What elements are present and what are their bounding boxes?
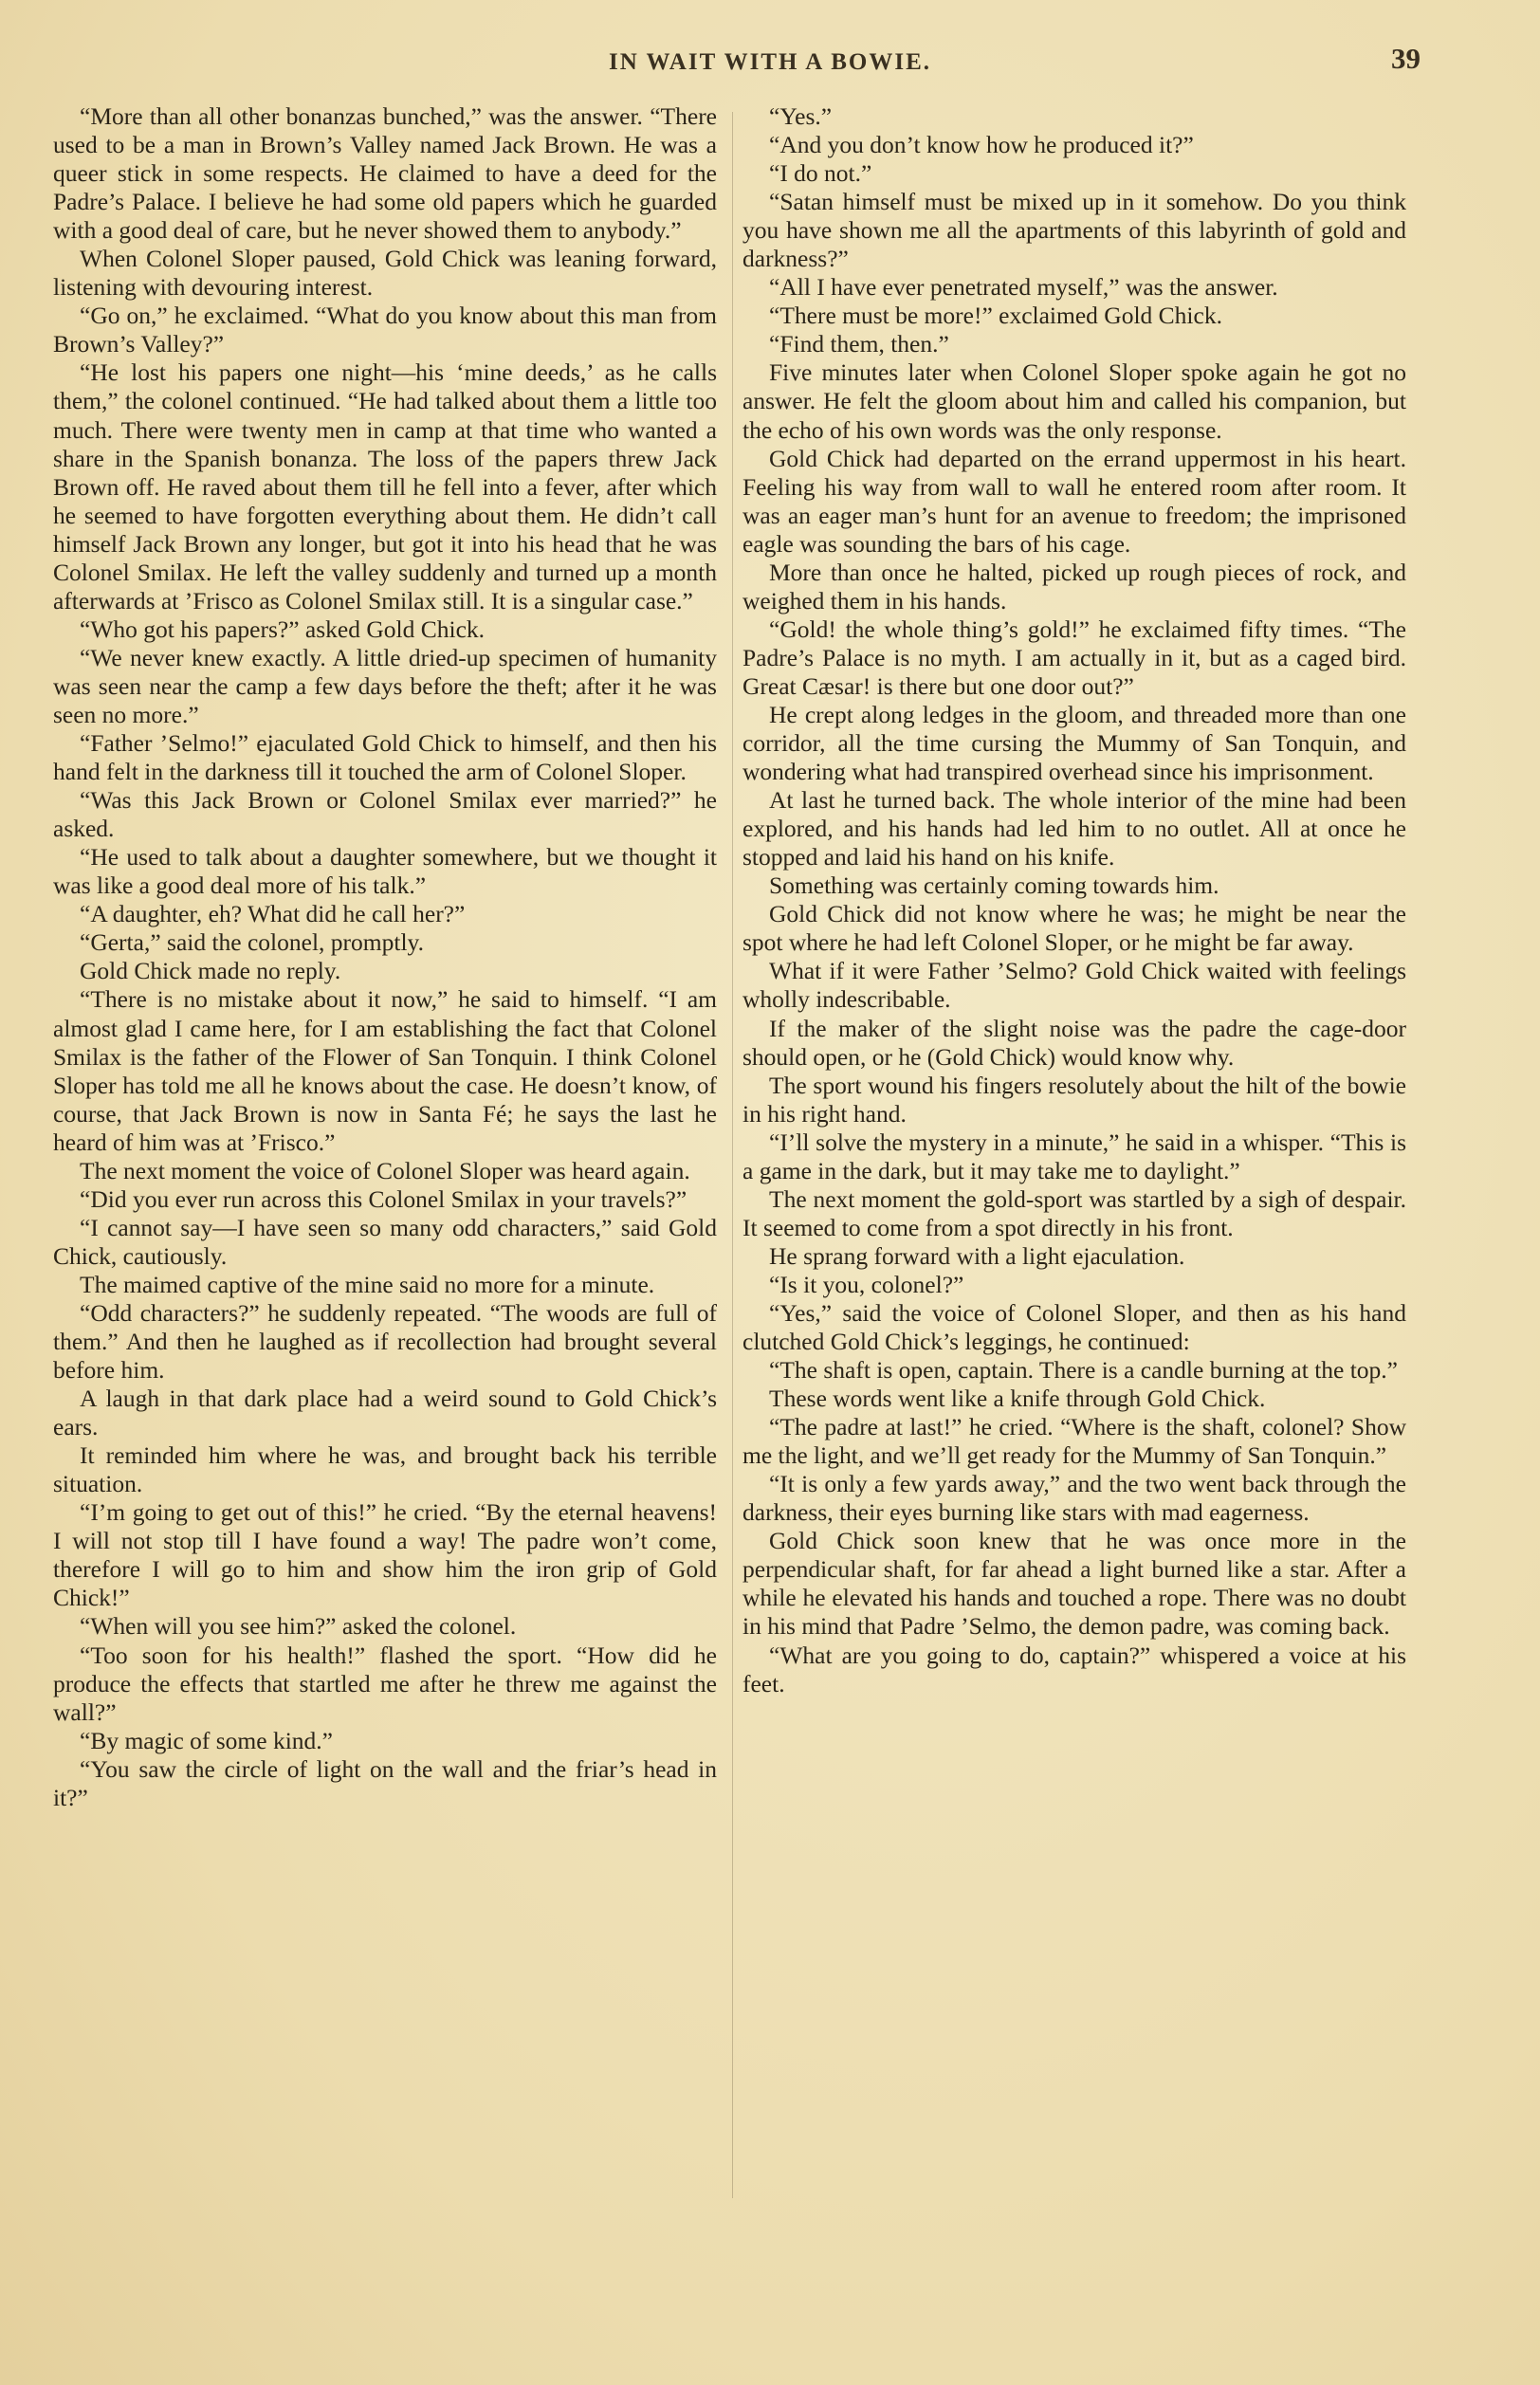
paragraph: “He lost his papers one night—his ‘mine deeds,’ as he calls them,” the colonel continued. “He had talked about them a little too much. There were twenty men in camp at that time who wanted a share in the Spanish bonanza. The loss of the papers threw Jack Brown off. He raved about them till he fell into a fever, after which he seemed to have forgotten everything about them. He didn’t call himself Jack Brown any longer, but got it into his head that he was Colonel Smilax. He left the valley suddenly and turned up a month afterwards at ’Frisco as Colonel Smilax still. It is a singular case.” xyxy=(53,358,717,615)
paragraph: “Gold! the whole thing’s gold!” he exclaimed fifty times. “The Padre’s Palace is no myth. I am actually in it, but as a caged bird. Great Cæsar! is there but one door out?” xyxy=(742,615,1406,700)
paragraph: “There is no mistake about it now,” he said to himself. “I am almost glad I came here, for I am establishing the fact that Colonel Smilax is the father of the Flower of San Tonquin. I think Colonel Sloper has told me all he knows about the case. He doesn’t know, of course, that Jack Brown is now in Santa Fé; he says the last he heard of him was at ’Frisco.” xyxy=(53,985,717,1156)
paragraph: These words went like a knife through Gold Chick. xyxy=(769,1385,1266,1413)
left-column xyxy=(53,102,717,1812)
paragraph: The next moment the gold-sport was startled by a sigh of despair. It seemed to come from a spot directly in his front. xyxy=(742,1184,1406,1241)
paragraph: “Gerta,” said the colonel, promptly. xyxy=(80,928,425,957)
paragraph: “He used to talk about a daughter somewhere, but we thought it was like a good deal more of his talk.” xyxy=(53,843,717,900)
paragraph: “Yes,” said the voice of Colonel Sloper, and then as his hand clutched Gold Chick’s leggings, he continued: xyxy=(742,1298,1406,1356)
paragraph: Five minutes later when Colonel Sloper spoke again he got no answer. He felt the gloom about him and called his companion, but the echo of his own words was the only response. xyxy=(742,358,1406,444)
paragraph: “It is only a few yards away,” and the two went back through the darkness, their eyes burning like stars with mad eagerness. xyxy=(742,1470,1406,1527)
paragraph: “I do not.” xyxy=(769,159,872,188)
paragraph: Gold Chick did not know where he was; he might be near the spot where he had left Colonel Sloper, or he might be far away. xyxy=(742,900,1406,957)
paragraph: “Father ’Selmo!” ejaculated Gold Chick to himself, and then his hand felt in the darkness till it touched the arm of Colonel Sloper. xyxy=(53,729,717,786)
paragraph: “More than all other bonanzas bunched,” was the answer. “There used to be a man in Brown’s Valley named Jack Brown. He was a queer stick in some respects. He claimed to have a deed for the Padre’s Palace. I believe he had some old papers which he guarded with a good deal of care, but he never showed them to anybody.” xyxy=(53,102,717,245)
paragraph: He sprang forward with a light ejaculation. xyxy=(769,1241,1185,1270)
paragraph: What if it were Father ’Selmo? Gold Chick waited with feelings wholly indescribable. xyxy=(742,957,1406,1014)
paragraph: “Who got his papers?” asked Gold Chick. xyxy=(80,615,486,643)
paragraph: “Find them, then.” xyxy=(769,330,949,358)
paragraph: “Did you ever run across this Colonel Smilax in your travels?” xyxy=(80,1184,688,1213)
paragraph: The sport wound his fingers resolutely about the hilt of the bowie in his right hand. xyxy=(742,1071,1406,1128)
paragraph: It reminded him where he was, and brought back his terrible situation. xyxy=(53,1441,717,1498)
paragraph: “Is it you, colonel?” xyxy=(769,1270,964,1298)
paragraph: “Odd characters?” he suddenly repeated. “The woods are full of them.” And then he laughed as if recollection had brought several before him. xyxy=(53,1298,717,1385)
paragraph: “By magic of some kind.” xyxy=(80,1726,333,1754)
paragraph: Something was certainly coming towards him. xyxy=(769,871,1219,900)
paragraph: Gold Chick made no reply. xyxy=(80,957,341,985)
paragraph: “Was this Jack Brown or Colonel Smilax ever married?” he asked. xyxy=(53,786,717,843)
paragraph: “There must be more!” exclaimed Gold Chick. xyxy=(769,302,1222,330)
paragraph: He crept along ledges in the gloom, and threaded more than one corridor, all the time cursing the Mummy of San Tonquin, and wondering what had transpired overhead since his imprisonment. xyxy=(742,700,1406,786)
paragraph: “Yes.” xyxy=(769,102,833,130)
paragraph: “I’ll solve the mystery in a minute,” he said in a whisper. “This is a game in the dark, but it may take me to daylight.” xyxy=(742,1128,1406,1184)
paragraph: “I’m going to get out of this!” he cried. “By the eternal heavens! I will not stop till I have found a way! The padre won’t come, therefore I will go to him and show him the iron grip of Gold Chick!” xyxy=(53,1498,717,1612)
paragraph: When Colonel Sloper paused, Gold Chick was leaning forward, listening with devouring interest. xyxy=(53,245,717,302)
page-number: 39 xyxy=(1391,42,1421,75)
paragraph: “The padre at last!” he cried. “Where is the shaft, colonel? Show me the light, and we’ll get ready for the Mummy of San Tonquin.” xyxy=(742,1413,1406,1470)
running-head: IN WAIT WITH A BOWIE. xyxy=(608,49,932,75)
paragraph: “Satan himself must be mixed up in it somehow. Do you think you have shown me all the apartments of this labyrinth of gold and darkness?” xyxy=(742,188,1406,273)
paragraph: Gold Chick soon knew that he was once more in the perpendicular shaft, for far ahead a light burned like a star. After a while he elevated his hands and touched a rope. There was no doubt in his mind that Padre ’Selmo, the demon padre, was coming back. xyxy=(742,1527,1406,1641)
paragraph: “We never knew exactly. A little dried-up specimen of humanity was seen near the camp a few days before the theft; after it he was seen no more.” xyxy=(53,643,717,728)
paragraph: “I cannot say—I have seen so many odd characters,” said Gold Chick, cautiously. xyxy=(53,1213,717,1270)
paragraph: If the maker of the slight noise was the padre the cage-door should open, or he (Gold Chick) would know why. xyxy=(742,1014,1406,1071)
paragraph: “Go on,” he exclaimed. “What do you know about this man from Brown’s Valley?” xyxy=(53,302,717,358)
paragraph: At last he turned back. The whole interior of the mine had been explored, and his hands had led him to no outlet. All at once he stopped and laid his hand on his knife. xyxy=(742,786,1406,871)
column-divider xyxy=(732,112,733,2198)
paragraph: “And you don’t know how he produced it?” xyxy=(769,131,1194,159)
paragraph: “All I have ever penetrated myself,” was the answer. xyxy=(769,273,1278,302)
paragraph: “What are you going to do, captain?” whispered a voice at his feet. xyxy=(742,1641,1406,1697)
paragraph: A laugh in that dark place had a weird sound to Gold Chick’s ears. xyxy=(53,1385,717,1441)
paragraph: “You saw the circle of light on the wall and the friar’s head in it?” xyxy=(53,1754,717,1811)
right-column xyxy=(742,102,1406,1698)
paragraph: More than once he halted, picked up rough pieces of rock, and weighed them in his hands. xyxy=(742,558,1406,615)
paragraph: The next moment the voice of Colonel Sloper was heard again. xyxy=(80,1156,690,1184)
paragraph: Gold Chick had departed on the errand uppermost in his heart. Feeling his way from wall to wall he entered room after room. It was an eager man’s hunt for an avenue to freedom; the imprisoned eagle was sounding the bars of his cage. xyxy=(742,444,1406,558)
paragraph: “The shaft is open, captain. There is a candle burning at the top.” xyxy=(769,1356,1398,1385)
paragraph: “A daughter, eh? What did he call her?” xyxy=(80,900,466,928)
paragraph: The maimed captive of the mine said no more for a minute. xyxy=(80,1270,655,1298)
paragraph: “Too soon for his health!” flashed the sport. “How did he produce the effects that startled me after he threw me against the wall?” xyxy=(53,1641,717,1726)
paragraph: “When will you see him?” asked the colonel. xyxy=(80,1612,517,1641)
